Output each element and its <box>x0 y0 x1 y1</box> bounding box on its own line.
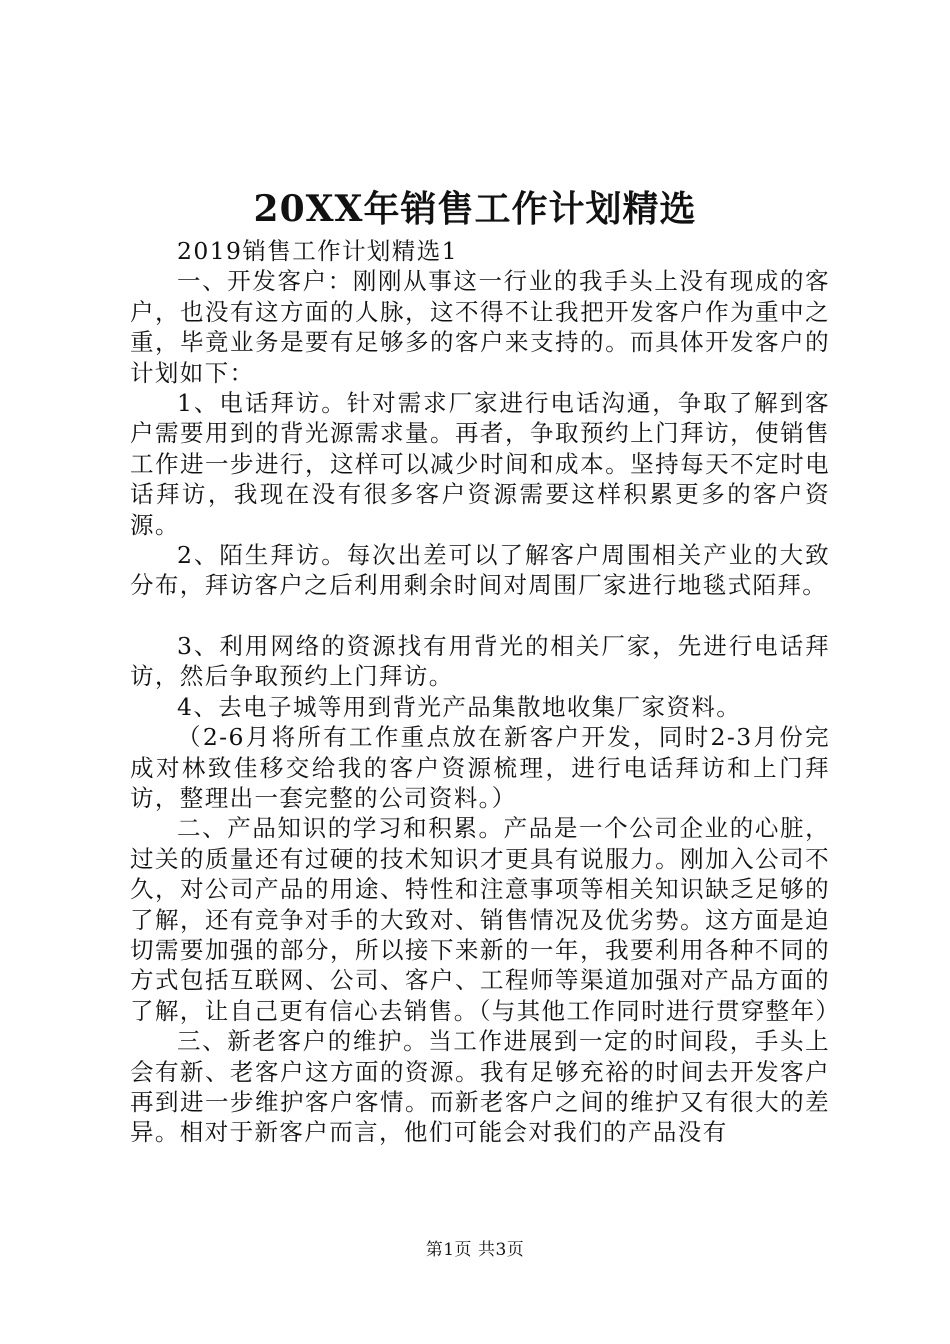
paragraph: （2-6月将所有工作重点放在新客户开发，同时2-3月份完成对林致佳移交给我的客户资源梳理，进行电话拜访和上门拜访，整理出一套完整的公司资料。） <box>130 723 830 812</box>
paragraph: 4、去电子城等用到背光产品集散地收集厂家资料。 <box>177 692 742 721</box>
document-title: 20XX年销售工作计划精选 <box>253 188 697 230</box>
paragraph: 2、陌生拜访。每次出差可以了解客户周围相关产业的大致分布，拜访客户之后利用剩余时间对周围厂家进行地毯式陌拜。 <box>130 541 830 600</box>
paragraph: 三、新老客户的维护。当工作进展到一定的时间段，手头上会有新、老客户这方面的资源。我有足够充裕的时间去开发客户再到进一步维护客户客情。而新老客户之间的维护又有很大的差异。相对于新客户而言，他们可能会对我们的产品没有 <box>130 1027 830 1147</box>
paragraph: 二、产品知识的学习和积累。产品是一个公司企业的心脏，过关的质量还有过硬的技术知识才更具有说服力。刚加入公司不久，对公司产品的用途、特性和注意事项等相关知识缺乏足够的了解，还有竞争对手的大致对、销售情况及优劣势。这方面是迫切需要加强的部分，所以接下来新的一年，我要利用各种不同的方式包括互联网、公司、客户、工程师等渠道加强对产品方面的了解，让自己更有信心去销售。（与其他工作同时进行贯穿整年） <box>130 814 841 1025</box>
page-footer: 第1页 共3页 <box>425 1240 525 1260</box>
paragraph: 1、电话拜访。针对需求厂家进行电话沟通，争取了解到客户需要用到的背光源需求量。再者，争取预约上门拜访，使销售工作进一步进行，这样可以减少时间和成本。坚持每天不定时电话拜访，我现在没有很多客户资源需要这样积累更多的客户资源。 <box>130 389 830 539</box>
paragraph: 3、利用网络的资源找有用背光的相关厂家，先进行电话拜访，然后争取预约上门拜访。 <box>130 631 830 691</box>
document-body <box>130 236 841 1148</box>
section-heading: 2019销售工作计划精选1 <box>177 237 458 265</box>
paragraph: 一、开发客户：刚刚从事这一行业的我手头上没有现成的客户，也没有这方面的人脉，这不得不让我把开发客户作为重中之重，毕竟业务是要有足够多的客户来支持的。而具体开发客户的计划如下： <box>130 267 830 387</box>
